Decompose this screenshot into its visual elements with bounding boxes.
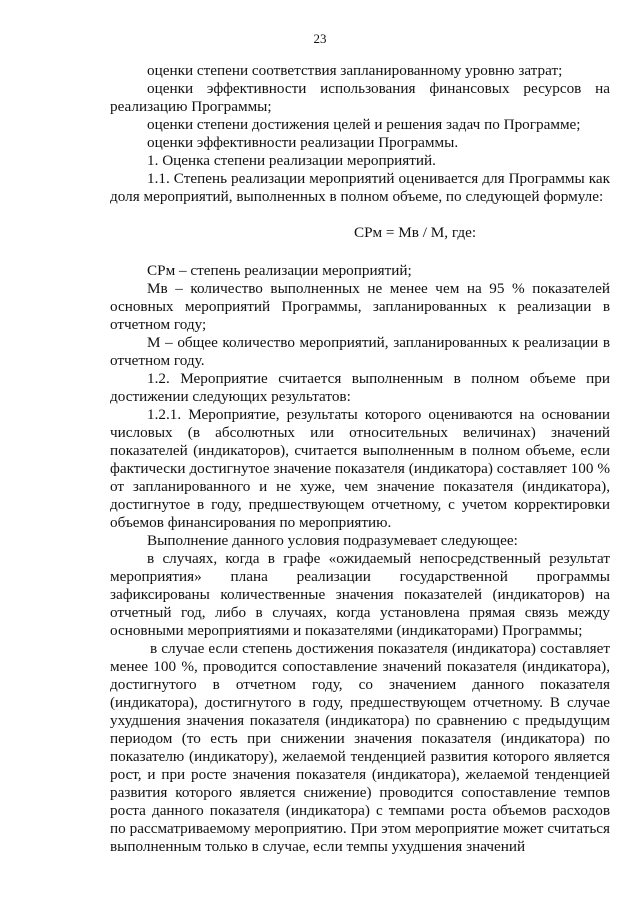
- paragraph: 1.2. Мероприятие считается выполненным в полном объеме при достижении следующих результатов:: [110, 370, 610, 405]
- page-number: 23: [313, 31, 327, 46]
- paragraph: оценки эффективности использования финансовых ресурсов на реализацию Программы;: [110, 80, 610, 115]
- paragraph: в случае если степень достижения показателя (индикатора) составляет менее 100 %, проводится сопоставление значений показателя (индикатора), достигнутого в отчетном году, со значением данного показателя (индикатора), достигнутого в году, предшествующем отчетному. В случае ухудшения значения показателя (индикатора) по сравнению с предыдущим периодом (то есть при снижении значения показателя (индикатора) по показателю (индикатору), желаемой тенденцией развития которого является рост, и при росте значения показателя (индикатора), желаемой тенденцией развития которого является снижение) проводится сопоставление темпов роста данного показателя (индикатора) с темпами роста объемов расходов по рассматриваемому мероприятию. При этом мероприятие может считаться выполненным только в случае, если темпы ухудшения значений: [110, 640, 610, 855]
- paragraph: оценки степени соответствия запланированному уровню затрат;: [147, 62, 563, 79]
- definition: СРм – степень реализации мероприятий;: [147, 262, 412, 279]
- document-body: [110, 62, 610, 856]
- definition: М – общее количество мероприятий, запланированных к реализации в отчетном году.: [110, 334, 610, 369]
- definition: Мв – количество выполненных не менее чем на 95 % показателей основных мероприятий Программы, запланированных к реализации в отчетном году;: [110, 280, 610, 333]
- paragraph: 1.1. Степень реализации мероприятий оценивается для Программы как доля мероприятий, выполненных в полном объеме, по следующей формуле:: [110, 170, 610, 205]
- paragraph: в случаях, когда в графе «ожидаемый непосредственный результат мероприятия» плана реализации государственной программы зафиксированы количественные значения показателей (индикаторов) на отчетный год, либо в случаях, когда установлена прямая связь между основными мероприятиями и показателями (индикаторами) Программы;: [110, 550, 610, 639]
- paragraph: Выполнение данного условия подразумевает следующее:: [147, 532, 518, 549]
- section-heading: 1. Оценка степени реализации мероприятий.: [147, 152, 436, 169]
- formula: СРм = Мв / М, где:: [353, 224, 477, 241]
- paragraph: оценки эффективности реализации Программы.: [147, 134, 459, 151]
- paragraph: оценки степени достижения целей и решения задач по Программе;: [147, 116, 581, 133]
- paragraph: 1.2.1. Мероприятие, результаты которого оцениваются на основании числовых (в абсолютных или относительных величинах) значений показателей (индикаторов), считается выполненным в полном объеме, если фактически достигнутое значение показателя (индикатора) составляет 100 % от запланированного и не хуже, чем значение показателя (индикатора), достигнутое в году, предшествующем отчетному, с учетом корректировки объемов финансирования по мероприятию.: [110, 406, 610, 531]
